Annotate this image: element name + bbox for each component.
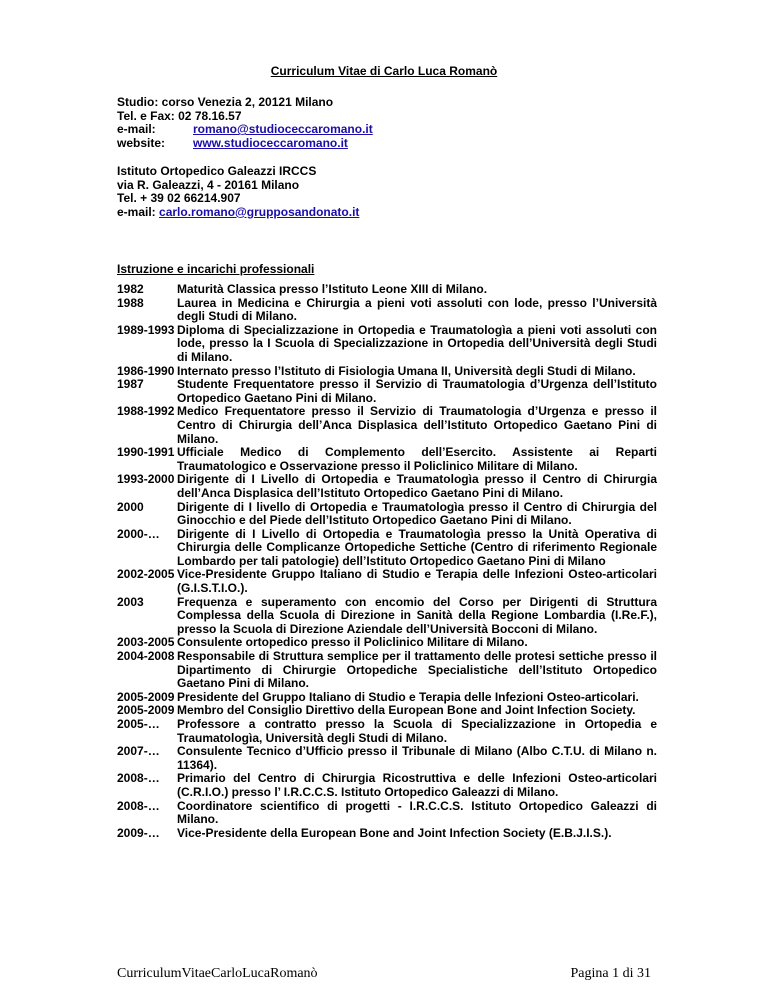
timeline-entry xyxy=(117,691,657,705)
timeline-entry xyxy=(117,528,657,569)
entry-year: 1986-1990 xyxy=(117,363,175,378)
entry-description: Coordinatore scientifico di progetti - I.R.C.C.S. Istituto Ortopedico Galeazzi di Milano. xyxy=(177,798,657,827)
entry-year: 2008-… xyxy=(117,798,160,813)
entry-year: 1982 xyxy=(117,282,144,296)
entry-description: Consulente ortopedico presso il Policlinico Militare di Milano. xyxy=(177,635,528,650)
entry-description: Laurea in Medicina e Chirurgia a pieni voti assoluti con lode, presso l’Università degli Studi di Milano. xyxy=(177,295,657,324)
entry-year: 2004-2008 xyxy=(117,649,175,664)
timeline-entry xyxy=(117,446,657,473)
istituto-email-label: e-mail: xyxy=(117,204,156,219)
studio-website-link[interactable]: www.studioceccaromano.it xyxy=(193,135,348,150)
studio-email-link[interactable]: romano@studioceccaromano.it xyxy=(193,122,373,137)
entry-year: 1990-1991 xyxy=(117,445,175,460)
timeline-entry xyxy=(117,718,657,745)
istituto-phone: Tel. + 39 02 66214.907 xyxy=(117,191,241,206)
timeline-entry xyxy=(117,568,657,595)
entry-description: Responsabile di Struttura semplice per il trattamento delle protesi settiche presso il Dipartimento di Chirurgie Ortopediche Specialistiche dell’Istituto Ortopedico Gaetano Pini di Milano. xyxy=(177,649,657,691)
entry-description: Ufficiale Medico di Complemento dell’Esercito. Assistente ai Reparti Traumatologico e Osservazione presso il Policlinico Militare di Milano. xyxy=(177,445,657,473)
entry-year: 2000-… xyxy=(117,526,160,541)
entry-description: Membro del Consiglio Direttivo della European Bone and Joint Infection Society. xyxy=(177,703,636,718)
document-title: Curriculum Vitae di Carlo Luca Romanò xyxy=(270,64,498,78)
entry-year: 2003 xyxy=(117,594,144,609)
entry-year: 2005-… xyxy=(117,717,160,731)
studio-email-row xyxy=(117,123,373,137)
entry-description: Medico Frequentatore presso il Servizio di Traumatologia d’Urgenza e presso il Centro di Chirurgia dell’Anca Displasica dell’Istituto Ortopedico Gaetano Pini di Milano. xyxy=(177,404,657,446)
timeline-entry xyxy=(117,501,657,528)
timeline-entry xyxy=(117,283,657,297)
entry-description: Dirigente di I Livello di Ortopedia e Traumatologìa presso la Unità Operativa di Chirurgia delle Complicanze Ortopediche Settiche (Centro di riferimento Regionale Lombardo per tali patologie) dell’Istituto Ortopedico Gaetano Pini di Milano xyxy=(177,526,657,568)
entry-year: 2005-2009 xyxy=(117,689,175,704)
timeline-entry xyxy=(117,405,657,446)
entry-description: Internato presso l’Istituto di Fisiologia Umana II, Università degli Studi di Milano. xyxy=(177,363,636,378)
entry-year: 2007-… xyxy=(117,744,160,759)
entry-year: 1993-2000 xyxy=(117,472,175,487)
entry-description: Studente Frequentatore presso il Servizio di Traumatologia d’Urgenza dell’Istituto Ortopedico Gaetano Pini di Milano. xyxy=(177,377,657,405)
istituto-email-link[interactable]: carlo.romano@grupposandonato.it xyxy=(159,204,360,219)
entry-year: 2009-… xyxy=(117,825,160,840)
studio-contact-block xyxy=(117,96,373,150)
istituto-address: via R. Galeazzi, 4 - 20161 Milano xyxy=(117,177,300,192)
entry-description: Primario del Centro di Chirurgia Ricostruttiva e delle Infezioni Osteo-articolari (C.R.I.O.) presso l’ I.R.C.C.S. Istituto Ortopedico Galeazzi di Milano. xyxy=(177,771,657,799)
timeline-entry xyxy=(117,473,657,500)
entry-year: 1989-1993 xyxy=(117,322,175,337)
entry-year: 1988-1992 xyxy=(117,404,175,419)
entry-description: Vice-Presidente della European Bone and Joint Infection Society (E.B.J.I.S.). xyxy=(177,825,612,840)
timeline-entry xyxy=(117,772,657,799)
timeline-entry xyxy=(117,745,657,772)
istituto-email-row xyxy=(117,206,359,220)
timeline-entry xyxy=(117,636,657,650)
entry-description: Dirigente di I livello di Ortopedia e Traumatologìa presso il Centro di Chirurgia del Ginocchio e del Piede dell’Istituto Ortopedico Gaetano Pini di Milano. xyxy=(177,499,657,528)
studio-website-label: website: xyxy=(117,135,166,150)
timeline-entry xyxy=(117,704,657,718)
section-heading: Istruzione e incarichi professionali xyxy=(117,262,315,276)
istituto-contact-block xyxy=(117,165,359,219)
entry-description: Dirigente di I Livello di Ortopedia e Traumatologìa presso il Centro di Chirurgia dell’Anca Displasica dell’Istituto Ortopedico Gaetano Pini di Milano. xyxy=(177,472,657,500)
timeline-entry xyxy=(117,596,657,637)
timeline-entry xyxy=(117,365,657,379)
career-timeline xyxy=(117,283,657,840)
timeline-entry xyxy=(117,297,657,324)
entry-year: 1987 xyxy=(117,377,144,392)
entry-year: 2003-2005 xyxy=(117,635,175,650)
entry-description: Professore a contratto presso la Scuola di Specializzazione in Ortopedia e Traumatologìa, Università degli Studi di Milano. xyxy=(177,717,657,745)
entry-description: Presidente del Gruppo Italiano di Studio e Terapia delle Infezioni Osteo-articolari. xyxy=(177,689,639,704)
footer-page-number: Pagina 1 di 31 xyxy=(570,966,651,981)
entry-year: 2008-… xyxy=(117,771,160,786)
studio-email-label: e-mail: xyxy=(117,122,156,137)
timeline-entry xyxy=(117,650,657,691)
entry-year: 2005-2009 xyxy=(117,703,175,718)
studio-phone: Tel. e Fax: 02 78.16.57 xyxy=(117,108,242,123)
entry-year: 2002-2005 xyxy=(117,567,175,582)
studio-address: Studio: corso Venezia 2, 20121 Milano xyxy=(117,95,334,109)
footer-filename: CurriculumVitaeCarloLucaRomanò xyxy=(117,966,318,981)
entry-description: Maturità Classica presso l’Istituto Leone XIII di Milano. xyxy=(177,282,488,296)
istituto-name: Istituto Ortopedico Galeazzi IRCCS xyxy=(117,164,317,178)
timeline-entry xyxy=(117,324,657,365)
entry-description: Diploma di Specializzazione in Ortopedia e Traumatologìa a pieni voti assoluti con lode, presso la I Scuola di Specializzazione in Ortopedia dell’Università degli Studi di Milano. xyxy=(177,322,657,364)
entry-description: Consulente Tecnico d’Ufficio presso il Tribunale di Milano (Albo C.T.U. di Milano n. 11364). xyxy=(177,744,657,772)
entry-year: 2000 xyxy=(117,499,144,514)
entry-description: Vice-Presidente Gruppo Italiano di Studio e Terapia delle Infezioni Osteo-articolari (G.I.S.T.I.O.). xyxy=(177,567,657,596)
entry-description: Frequenza e superamento con encomio del Corso per Dirigenti di Struttura Complessa della Scuola di Direzione in Sanità della Regione Lombardia (I.Re.F.), presso la Scuola di Direzione Aziendale dell’Università Bocconi di Milano. xyxy=(177,594,657,636)
studio-website-row xyxy=(117,137,373,151)
timeline-entry xyxy=(117,827,657,841)
timeline-entry xyxy=(117,378,657,405)
timeline-entry xyxy=(117,800,657,827)
entry-year: 1988 xyxy=(117,295,144,310)
